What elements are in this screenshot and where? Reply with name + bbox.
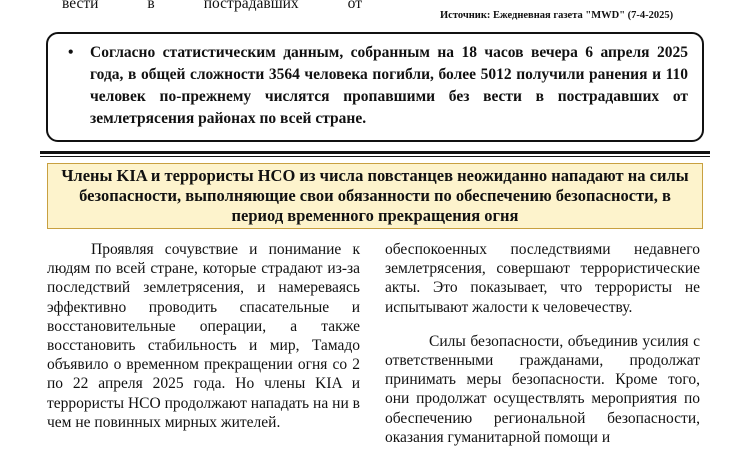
summary-text: Согласно статистическим данным, собранным на 18 часов вечера 6 апреля 2025 года, в общей сложности 3564 человека погибли, более 5012 получили ранения и 110 человек по-прежнему числятся пропавшими без вести в пострадавших от землетрясения районах по всей стране. [90, 44, 688, 127]
divider-thin [40, 156, 710, 157]
article-paragraph: Силы безопасности, объединив усилия с ответственными гражданами, продолжат принимать меры безопасности. Кроме того, они продолжат осуществлять мероприятия по обеспечению региональной безопасности, оказания гуманитарной помощи и [385, 332, 700, 446]
previous-text-fragment [62, 0, 362, 15]
article-paragraph: Проявляя сочувствие и понимание к людям по всей стране, которые страдают из-за последствий землетрясения, и намереваясь эффективно проводить спасательные и восстановительные операции, а также восстановить стабильность и мир, Тамадо объявило о временном прекращении огня со 2 по 22 апреля 2025 года. Но члены KIA и террористы НСО продолжают нападать на ни в чем не повинных мирных жителей. [47, 241, 360, 431]
summary-list [68, 42, 688, 130]
fragment-word: вести [62, 0, 99, 12]
divider-thick [40, 151, 710, 154]
article-paragraph: обеспокоенных последствиями недавнего землетрясения, совершают террористические акты. Это показывает, что террористы не испытывают жалости к человечеству. [385, 241, 700, 316]
casualty-summary-box [46, 32, 704, 142]
article-column-left [47, 240, 360, 432]
bullet-icon: • [68, 44, 74, 61]
summary-item [68, 42, 688, 130]
article-column-right [385, 240, 700, 447]
fragment-word: в [147, 0, 155, 12]
source-citation: Источник: Ежедневная газета "MWD" (7-4-2025) [440, 10, 674, 21]
fragment-word: от [347, 0, 362, 12]
fragment-word: пострадавших [203, 0, 299, 12]
headline-box [47, 163, 703, 229]
article-headline: Члены KIA и террористы НСО из числа повстанцев неожиданно нападают на силы безопасности, выполняющие свои обязанности по обеспечению безопасности, в период временного прекращения огня [61, 166, 689, 225]
